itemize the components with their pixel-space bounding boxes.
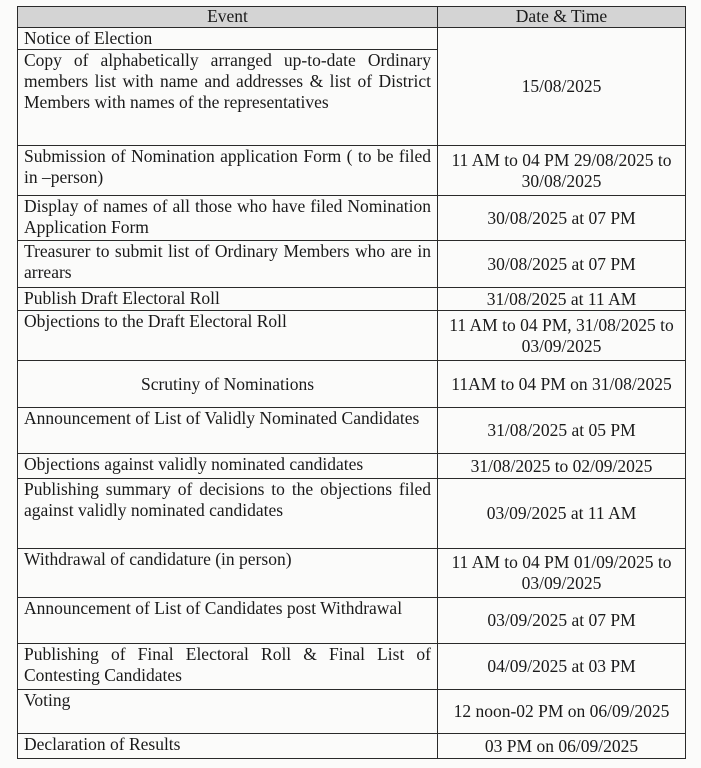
table-row (18, 644, 686, 690)
table-header-row (18, 7, 686, 28)
table-row (18, 146, 686, 196)
table-row (18, 28, 686, 50)
event-cell: Announcement of List of Validly Nominated Candidates (18, 408, 438, 454)
event-cell: Objections to the Draft Electoral Roll (18, 311, 438, 361)
event-cell: Copy of alphabetically arranged up-to-date Ordinary members list with name and addresses & list of District Members with names of the representatives (18, 50, 438, 146)
election-schedule-table (17, 6, 686, 759)
event-cell: Voting (18, 690, 438, 734)
date-cell: 11 AM to 04 PM 29/08/2025 to 30/08/2025 (438, 146, 686, 196)
event-cell: Notice of Election (18, 28, 438, 50)
date-cell: 30/08/2025 at 07 PM (438, 196, 686, 241)
event-cell: Scrutiny of Nominations (18, 361, 438, 408)
table-row (18, 598, 686, 644)
event-cell: Publishing of Final Electoral Roll & Final List of Contesting Candidates (18, 644, 438, 690)
header-event: Event (18, 7, 438, 28)
event-cell: Announcement of List of Candidates post Withdrawal (18, 598, 438, 644)
date-cell: 12 noon-02 PM on 06/09/2025 (438, 690, 686, 734)
date-cell: 31/08/2025 at 05 PM (438, 408, 686, 454)
table-row (18, 549, 686, 598)
table-row (18, 479, 686, 549)
table-row (18, 361, 686, 408)
event-cell: Treasurer to submit list of Ordinary Members who are in arrears (18, 241, 438, 288)
date-cell: 03/09/2025 at 11 AM (438, 479, 686, 549)
date-cell: 11AM to 04 PM on 31/08/2025 (438, 361, 686, 408)
event-cell: Publish Draft Electoral Roll (18, 288, 438, 311)
table-row (18, 734, 686, 759)
date-cell: 11 AM to 04 PM 01/09/2025 to 03/09/2025 (438, 549, 686, 598)
date-cell: 04/09/2025 at 03 PM (438, 644, 686, 690)
date-cell: 30/08/2025 at 07 PM (438, 241, 686, 288)
event-cell: Objections against validly nominated candidates (18, 454, 438, 479)
date-cell: 11 AM to 04 PM, 31/08/2025 to 03/09/2025 (438, 311, 686, 361)
date-cell: 31/08/2025 to 02/09/2025 (438, 454, 686, 479)
event-cell: Display of names of all those who have filed Nomination Application Form (18, 196, 438, 241)
event-cell: Submission of Nomination application Form ( to be filed in –person) (18, 146, 438, 196)
date-cell: 31/08/2025 at 11 AM (438, 288, 686, 311)
header-date-time: Date & Time (438, 7, 686, 28)
date-cell: 03 PM on 06/09/2025 (438, 734, 686, 759)
event-cell: Publishing summary of decisions to the objections filed against validly nominated candidates (18, 479, 438, 549)
table-row (18, 311, 686, 361)
table-row (18, 196, 686, 241)
table-row (18, 408, 686, 454)
event-cell: Withdrawal of candidature (in person) (18, 549, 438, 598)
date-cell: 15/08/2025 (438, 28, 686, 146)
date-cell: 03/09/2025 at 07 PM (438, 598, 686, 644)
table-row (18, 241, 686, 288)
table-row (18, 288, 686, 311)
table-row (18, 690, 686, 734)
event-cell: Declaration of Results (18, 734, 438, 759)
table-row (18, 454, 686, 479)
